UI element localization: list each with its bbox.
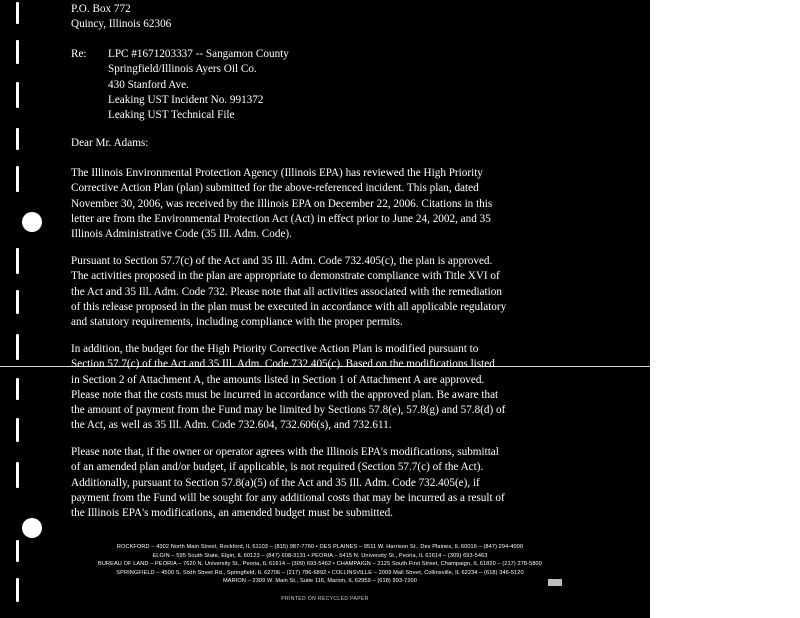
margin-mark bbox=[16, 248, 19, 274]
paragraph-line: Section 57.7(c) of the Act and 35 Ill. Adm. Code 732.405(c). Based on the modifications listed bbox=[71, 358, 495, 371]
paragraph-line: Please note that, if the owner or operator agrees with the Illinois EPA's modifications, submittal bbox=[71, 446, 499, 458]
paragraph-line: the Act, as well as 35 Ill. Adm. Code 732.604, 732.606(s), and 732.611. bbox=[71, 419, 392, 432]
re-line: Leaking UST Incident No. 991372 bbox=[108, 93, 264, 106]
paragraph bbox=[71, 166, 492, 242]
paragraph-line: payment from the Fund will be sought for any additional costs that may be incurred as a result of bbox=[71, 491, 505, 504]
margin-mark bbox=[16, 128, 19, 150]
recipient-address bbox=[71, 2, 171, 33]
paragraph-line: The activities proposed in the plan are appropriate to demonstrate compliance with Title XVI of bbox=[71, 270, 500, 283]
re-line: LPC #1671203337 -- Sangamon County bbox=[108, 48, 289, 60]
margin-mark bbox=[16, 462, 19, 488]
margin-mark bbox=[16, 166, 19, 192]
punch-hole bbox=[22, 518, 42, 538]
paragraph-line: Additionally, pursuant to Section 57.8(a)(5) of the Act and 35 Ill. Adm. Code 732.405(e), if bbox=[71, 476, 480, 489]
re-line: Springfield/Illinois Ayers Oil Co. bbox=[108, 63, 257, 76]
punch-hole bbox=[22, 212, 42, 232]
address-line: Quincy, Illinois 62306 bbox=[71, 18, 172, 31]
scan-artifact bbox=[548, 579, 562, 586]
paragraph-line: Pursuant to Section 57.7(c) of the Act and 35 Ill. Adm. Code 732.405(c), the plan is approved. bbox=[71, 255, 493, 267]
margin-mark bbox=[16, 40, 19, 64]
paragraph-line: the amount of payment from the Fund may be limited by Sections 57.8(e), 57.8(g) and 57.8(d) of bbox=[71, 404, 506, 417]
margin-mark bbox=[16, 378, 19, 400]
margin-mark bbox=[16, 290, 19, 314]
salutation: Dear Mr. Adams: bbox=[71, 137, 149, 149]
paragraph-line: November 30, 2006, was received by the Illinois EPA on December 22, 2006. Citations in this bbox=[71, 197, 493, 210]
paragraph-line: The Illinois Environmental Protection Agency (Illinois EPA) has reviewed the High Priority bbox=[71, 167, 483, 179]
paragraph bbox=[71, 342, 505, 434]
re-line: Leaking UST Technical File bbox=[108, 109, 235, 122]
paragraph-line: in Section 2 of Attachment A, the amounts listed in Section 1 of Attachment A are approved. bbox=[71, 373, 485, 386]
footer-line: ROCKFORD – 4302 North Main Street, Rockford, IL 61103 – (815) 987-7760 • DES PLAINES – 9511 W. Harrison St., Des Plaines, IL 60016 – (847) 294-4000 bbox=[116, 544, 524, 550]
paragraph-line: and statutory requirements, including compliance with the proper permits. bbox=[71, 316, 403, 329]
paragraph bbox=[71, 445, 505, 521]
paragraph-line: of this release proposed in the plan must be executed in accordance with all applicable regulatory bbox=[71, 300, 507, 313]
paragraph-line: the Act and 35 Ill. Adm. Code 732. Please note that all activities associated with the remediation bbox=[71, 285, 502, 298]
paragraph-line: In addition, the budget for the High Priority Corrective Action Plan is modified pursuant to bbox=[71, 343, 479, 355]
margin-mark bbox=[16, 418, 19, 442]
re-line: 430 Stanford Ave. bbox=[108, 78, 189, 91]
margin-mark bbox=[16, 2, 19, 24]
margin-mark bbox=[16, 334, 19, 360]
paragraph bbox=[71, 254, 506, 330]
office-locations-footer bbox=[20, 543, 620, 586]
margin-mark bbox=[16, 82, 19, 108]
re-label: Re: bbox=[71, 48, 87, 60]
margin-mark bbox=[16, 578, 19, 602]
paragraph-line: letter are from the Environmental Protection Act (Act) in effect prior to June 24, 2002, and 35 bbox=[71, 212, 491, 225]
footer-line: ELGIN – 595 South State, Elgin, IL 60123 – (847) 608-3131 • PEORIA – 5415 N. University St., Peoria, IL 61614 – (309) 693-5463 bbox=[152, 552, 488, 559]
paragraph-line: of an amended plan and/or budget, if applicable, is not required (Section 57.7(c) of the Act). bbox=[71, 461, 484, 474]
paragraph-line: Please note that the costs must be incurred in accordance with the approved plan. Be aware that bbox=[71, 388, 499, 401]
footer-line: MARION – 2309 W. Main St., Suite 116, Marion, IL 62959 – (618) 993-7200 bbox=[223, 578, 417, 585]
margin-mark bbox=[16, 540, 19, 562]
footer-line: SPRINGFIELD – 4500 S. Sixth Street Rd., Springfield, IL 62706 – (217) 786-6892 • COLLINSVILLE – 2009 Mall Street, Collinsville, IL 62234 – (618) 346-5120 bbox=[116, 569, 524, 576]
address-line: P.O. Box 772 bbox=[71, 3, 131, 15]
recycled-paper-note: PRINTED ON RECYCLED PAPER bbox=[281, 596, 369, 602]
paragraph-line: the Illinois EPA's modifications, an amended budget must be submitted. bbox=[71, 507, 393, 520]
re-block bbox=[108, 47, 289, 123]
footer-line: BUREAU OF LAND – PEORIA – 7620 N. University St., Peoria, IL 61614 – (309) 693-5462 • CHAMPAIGN – 2125 South First Street, Champaign, IL 61820 – (217) 278-5800 bbox=[98, 561, 542, 568]
paragraph-line: Illinois Administrative Code (35 Ill. Adm. Code). bbox=[71, 228, 292, 241]
paragraph-line: Corrective Action Plan (plan) submitted for the above-referenced incident. This plan, dated bbox=[71, 182, 479, 195]
